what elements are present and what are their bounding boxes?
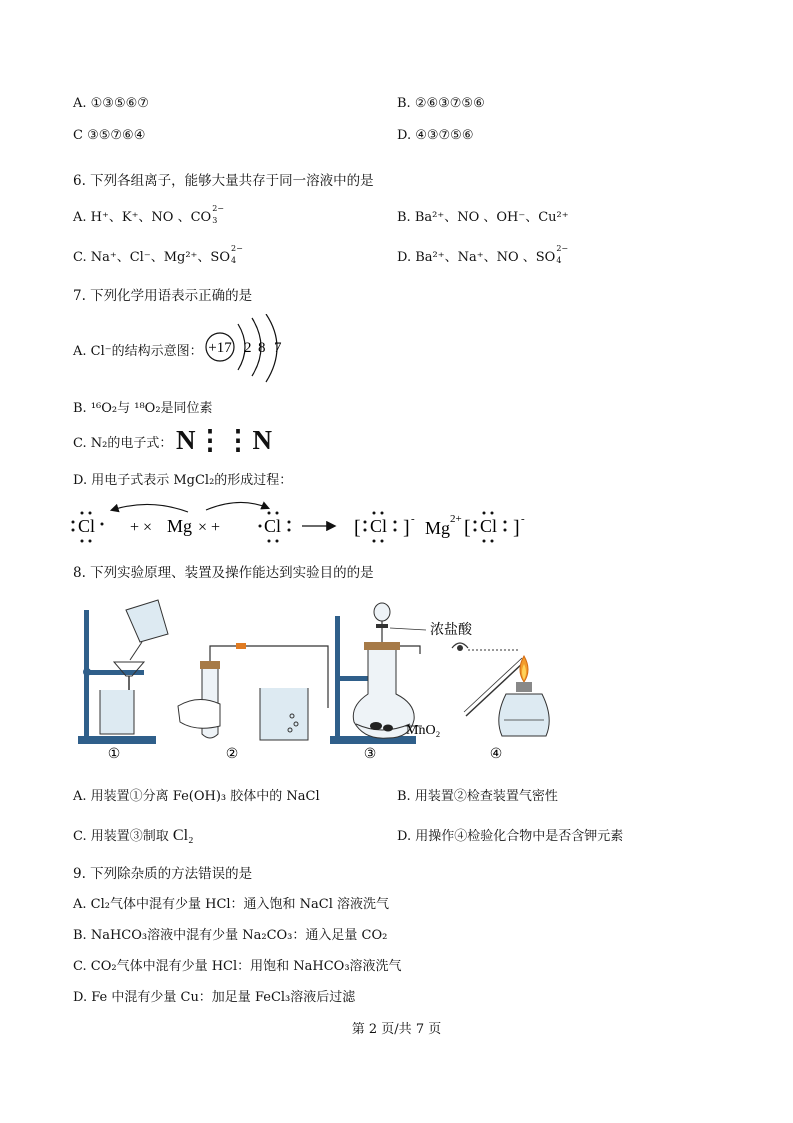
q6-d-sup: 2− bbox=[556, 243, 569, 253]
shell-electrons-1: 2 bbox=[244, 340, 252, 356]
q8-option-a: A. 用装置①分离 Fe(OH)₃ 胶体中的 NaCl bbox=[73, 789, 320, 804]
q9-option-a: A. Cl₂气体中混有少量 HCl：通入饱和 NaCl 溶液洗气 bbox=[73, 897, 390, 912]
q5-option-c: C ③⑤⑦⑥④ bbox=[73, 128, 146, 143]
q5-option-b: B. ②⑥③⑦⑤⑥ bbox=[397, 96, 485, 111]
q9-option-c: C. CO₂气体中混有少量 HCl：用饱和 NaHCO₃溶液洗气 bbox=[73, 959, 402, 974]
q8-c-formula: Cl₂ bbox=[172, 827, 194, 844]
fig-label-4: ④ bbox=[489, 747, 503, 762]
fig-label-1: ① bbox=[107, 747, 121, 762]
shell-electrons-3: 7 bbox=[274, 340, 282, 356]
q9-option-d: D. Fe 中混有少量 Cu：加足量 FeCl₃溶液后过滤 bbox=[73, 990, 356, 1005]
q6-c-sup: 2− bbox=[230, 243, 243, 253]
q8-option-c bbox=[73, 825, 194, 845]
cl-atom-right: Cl bbox=[264, 516, 282, 536]
bracket-open-2: [ bbox=[464, 517, 471, 539]
q8-c-text: C. 用装置③制取 bbox=[73, 829, 169, 844]
q7-option-d-label: D. 用电子式表示 MgCl₂的形成过程： bbox=[73, 473, 293, 488]
cl-ion-structure-diagram bbox=[200, 314, 300, 386]
q6-a-sup: 2− bbox=[212, 203, 224, 213]
mg-ion-charge: 2+ bbox=[450, 513, 462, 525]
label-mno2: MnO₂ bbox=[406, 723, 441, 738]
charge-minus-2: - bbox=[521, 513, 525, 525]
q7-option-a-label: A. Cl⁻的结构示意图： bbox=[73, 344, 203, 359]
charge-minus-1: - bbox=[411, 513, 415, 525]
electron-transfer-arrow-2 bbox=[206, 502, 268, 510]
apparatus-2-airtightness bbox=[178, 643, 328, 740]
bracket-close-1: ] bbox=[403, 517, 410, 539]
mg-atom: Mg bbox=[167, 516, 193, 536]
q6-option-d bbox=[397, 243, 569, 265]
fig-label-2: ② bbox=[225, 747, 239, 762]
q6-a-sub: 3 bbox=[212, 215, 218, 225]
q7-option-b: B. ¹⁶O₂与 ¹⁸O₂是同位素 bbox=[73, 401, 213, 416]
q8-option-b: B. 用装置②检查装置气密性 bbox=[397, 789, 558, 804]
q9-option-b: B. NaHCO₃溶液中混有少量 Na₂CO₃：通入足量 CO₂ bbox=[73, 928, 388, 943]
bracket-open-1: [ bbox=[354, 517, 361, 539]
shell-electrons-2: 8 bbox=[258, 340, 266, 356]
q6-d-text: D. Ba²⁺、Na⁺、NO 、SO bbox=[397, 250, 556, 265]
page-number: 第 2 页/共 7 页 bbox=[351, 1022, 442, 1037]
plus-cross-1: + × bbox=[130, 519, 153, 536]
q7-option-c-label: C. N₂的电子式： bbox=[73, 436, 173, 451]
cl-ion-1: Cl bbox=[370, 516, 388, 536]
cl-ion-2: Cl bbox=[480, 516, 498, 536]
apparatus-1-filtration bbox=[78, 600, 168, 744]
q6-c-text: C. Na⁺、Cl⁻、Mg²⁺、SO bbox=[73, 250, 230, 265]
q6-option-b bbox=[397, 206, 569, 225]
q6-a-text: A. H⁺、K⁺、NO 、CO bbox=[73, 210, 212, 225]
q6-c-sub: 4 bbox=[230, 255, 237, 265]
label-conc-hcl: 浓盐酸 bbox=[430, 623, 472, 638]
bracket-close-2: ] bbox=[513, 517, 520, 539]
fig-label-3: ③ bbox=[363, 747, 377, 762]
q6-d-sub: 4 bbox=[556, 255, 562, 265]
nucleus-charge: +17 bbox=[208, 340, 232, 356]
q8-apparatus-figure bbox=[70, 598, 550, 768]
q6-option-a bbox=[73, 203, 224, 225]
mg-ion: Mg bbox=[425, 518, 451, 538]
apparatus-4-flame-test bbox=[452, 643, 549, 736]
mgcl2-formation-equation bbox=[70, 494, 550, 550]
q6-b-text: B. Ba²⁺、NO 、OH⁻、Cu²⁺ bbox=[397, 210, 569, 225]
q6-option-c bbox=[73, 243, 243, 265]
q8-option-d: D. 用操作④检验化合物中是否含钾元素 bbox=[397, 829, 624, 844]
apparatus-3-chlorine bbox=[330, 603, 473, 744]
q8-stem: 8. 下列实验原理、装置及操作能达到实验目的的是 bbox=[73, 565, 374, 581]
q9-stem: 9. 下列除杂质的方法错误的是 bbox=[73, 866, 253, 882]
cross-plus-2: × + bbox=[198, 519, 221, 536]
n2-electron-formula: N⋮⋮N bbox=[176, 425, 273, 455]
q7-stem: 7. 下列化学用语表示正确的是 bbox=[73, 288, 253, 304]
q6-stem: 6. 下列各组离子，能够大量共存于同一溶液中的是 bbox=[73, 173, 374, 189]
q5-option-d: D. ④③⑦⑤⑥ bbox=[397, 128, 474, 143]
cl-atom-left: Cl bbox=[78, 516, 96, 536]
electron-transfer-arrow-1 bbox=[112, 504, 188, 512]
q5-option-a: A. ①③⑤⑥⑦ bbox=[73, 96, 149, 111]
